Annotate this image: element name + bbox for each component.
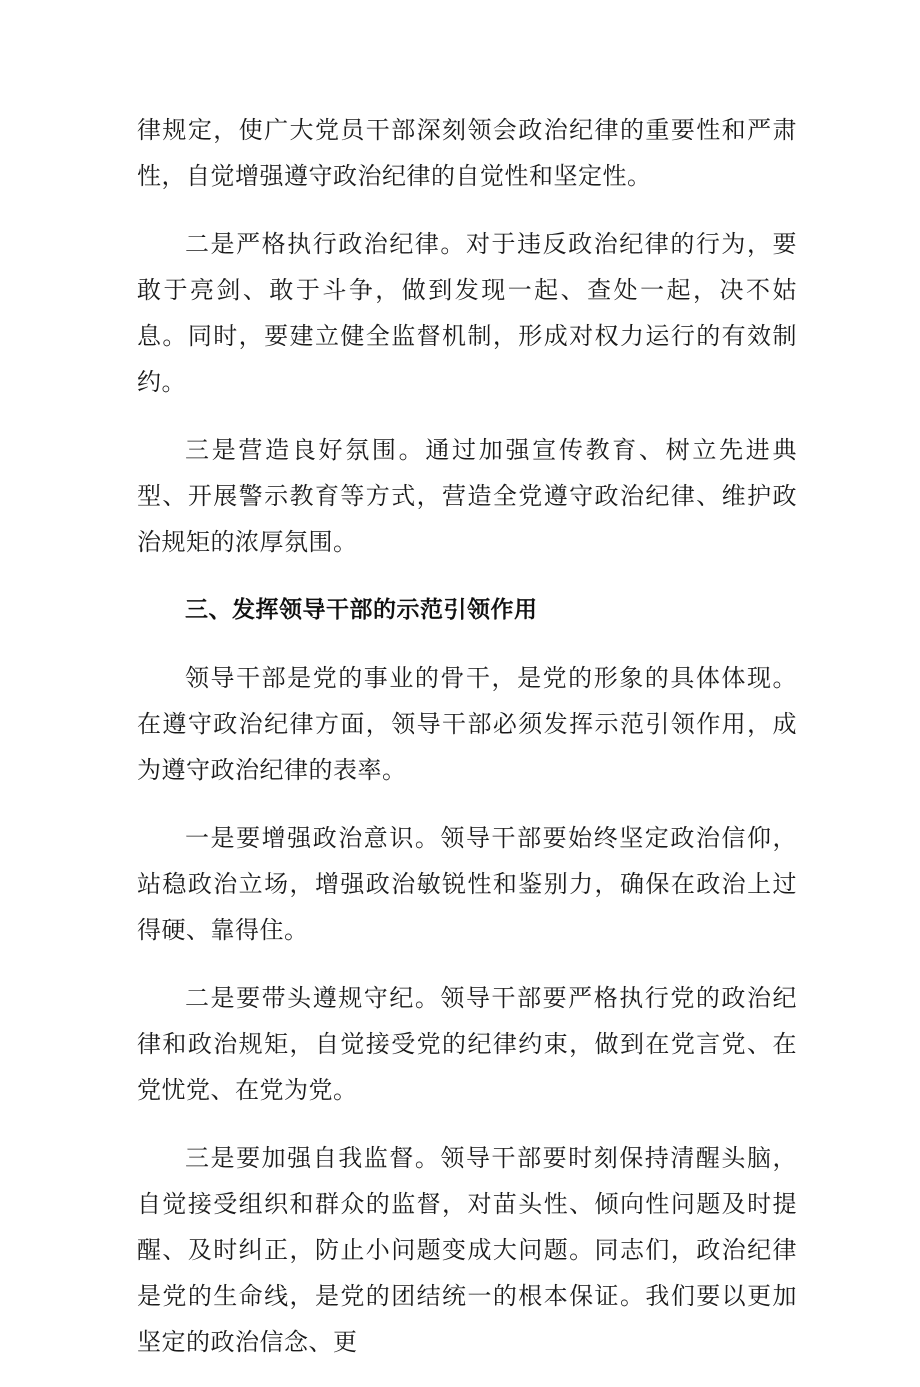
document-body [137,107,797,1387]
paragraph-strict-enforcement: 二是严格执行政治纪律。对于违反政治纪律的行为，要敢于亮剑、敢于斗争，做到发现一起、查处一起，决不姑息。同时，要建立健全监督机制，形成对权力运行的有效制约。 [137,230,797,396]
paragraph-lead-by-example: 二是要带头遵规守纪。领导干部要严格执行党的政治纪律和政治规矩，自觉接受党的纪律约束，做到在党言党、在党忧党、在党为党。 [137,984,797,1104]
paragraph-self-supervision: 三是要加强自我监督。领导干部要时刻保持清醒头脑，自觉接受组织和群众的监督，对苗头性、倾向性问题及时提醒、及时纠正，防止小问题变成大问题。同志们，政治纪律是党的生命线，是党的团结统一的根本保证。我们要以更加坚定的政治信念、更 [137,1144,797,1356]
paragraph-good-atmosphere: 三是营造良好氛围。通过加强宣传教育、树立先进典型、开展警示教育等方式，营造全党遵守政治纪律、维护政治规矩的浓厚氛围。 [137,436,797,556]
paragraph-continued: 律规定，使广大党员干部深刻领会政治纪律的重要性和严肃性，自觉增强遵守政治纪律的自觉性和坚定性。 [137,116,797,190]
section-heading: 三、发挥领导干部的示范引领作用 [185,597,538,623]
paragraph-leaders-intro: 领导干部是党的事业的骨干，是党的形象的具体体现。在遵守政治纪律方面，领导干部必须发挥示范引领作用，成为遵守政治纪律的表率。 [137,664,797,784]
paragraph-political-awareness: 一是要增强政治意识。领导干部要始终坚定政治信仰，站稳政治立场，增强政治敏锐性和鉴别力，确保在政治上过得硬、靠得住。 [137,824,797,944]
